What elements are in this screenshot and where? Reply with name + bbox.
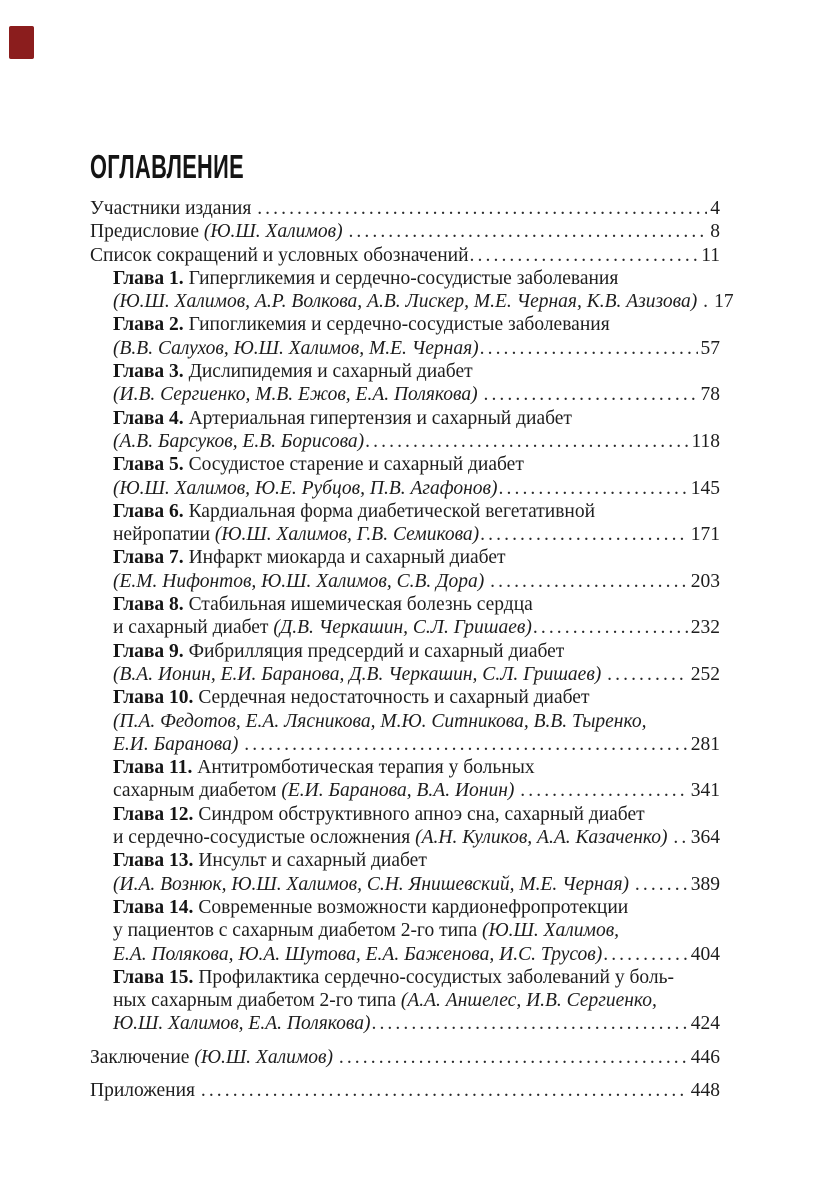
toc-text-run: Предисловие (90, 221, 204, 243)
toc-text-run: Глава 12. (113, 803, 199, 825)
toc-entry (90, 593, 720, 640)
page-number: 404 (690, 943, 720, 965)
dot-leader (480, 523, 688, 546)
toc-line (113, 290, 734, 313)
toc-text-run: Глава 5. (113, 454, 189, 476)
toc-line (113, 849, 720, 872)
toc-entry (90, 244, 720, 267)
toc-line (113, 896, 720, 919)
toc-text-run: (И.В. Сергиенко, М.В. Ежов, Е.А. Полякова) (113, 384, 483, 406)
toc-entry (90, 686, 720, 756)
toc-line (90, 244, 720, 267)
dot-leader (339, 1046, 688, 1069)
toc-list (90, 197, 734, 1102)
toc-text-run: Глава 2. (113, 314, 189, 336)
toc-line (113, 989, 720, 1012)
toc-text-run: Инфаркт миокарда и сахарный диабет (188, 547, 506, 569)
toc-text-run: Сердечная недостаточность и сахарный диабет (198, 687, 590, 709)
page-number: 4 (710, 198, 720, 219)
dot-leader (499, 477, 688, 500)
toc-text-run: Синдром обструктивного апноэ сна, сахарный диабет (198, 803, 645, 825)
dot-leader (607, 663, 688, 686)
toc-text-run: Глава 6. (113, 500, 189, 522)
page-number: 446 (690, 1046, 720, 1068)
page-number: 364 (690, 827, 720, 849)
dot-leader (470, 244, 699, 267)
toc-text-run: Глава 1. (113, 267, 189, 289)
page-title: ОГЛАВЛЕНИЕ (90, 148, 244, 185)
toc-entry (90, 267, 734, 314)
dot-leader (244, 733, 688, 756)
toc-text-run: Глава 11. (113, 757, 198, 779)
toc-text-run: (Е.М. Нифонтов, Ю.Ш. Халимов, С.В. Дора) (113, 570, 490, 592)
toc-line (113, 919, 720, 942)
toc-text-run: Глава 7. (113, 547, 189, 569)
toc-line (90, 220, 720, 243)
toc-line (113, 873, 720, 896)
page-number: 17 (714, 291, 734, 313)
dot-leader (603, 943, 688, 966)
toc-text-run: Глава 15. (113, 966, 199, 988)
toc-entry (90, 546, 720, 593)
toc-line (113, 616, 720, 639)
toc-text-run: Гипергликемия и сердечно-сосудистые заболевания (188, 267, 619, 289)
toc-text-run: (Ю.Ш. Халимов, Ю.Е. Рубцов, П.В. Агафонов) (113, 477, 498, 499)
toc-entry (90, 640, 720, 687)
toc-line (113, 430, 720, 453)
toc-line (113, 1012, 720, 1035)
toc-text-run: (И.А. Вознюк, Ю.Ш. Халимов, С.Н. Янишевский, М.Е. Черная) (113, 873, 634, 895)
toc-text-run (343, 220, 348, 243)
toc-text-run: (В.А. Ионин, Е.И. Баранова, Д.В. Черкашин, С.Л. Гришаев) (113, 663, 607, 685)
toc-line (113, 500, 720, 523)
page-number: 424 (690, 1013, 720, 1035)
toc-text-run: (А.Н. Куликов, А.А. Казаченко) (415, 827, 673, 849)
dot-leader (533, 616, 688, 639)
toc-text-run: Е.И. Баранова) (113, 733, 244, 755)
dot-leader (490, 570, 688, 593)
toc-text-run: Фибрилляция предсердий и сахарный диабет (188, 640, 565, 662)
page-number: 11 (701, 244, 720, 266)
page-number: 232 (690, 617, 720, 639)
toc-line (113, 383, 720, 406)
dot-leader (480, 337, 698, 360)
toc-entry (90, 966, 720, 1036)
toc-line (90, 1046, 720, 1069)
page-number: 8 (710, 221, 720, 243)
toc-line (113, 640, 720, 663)
toc-line (113, 313, 720, 336)
document-page (90, 148, 734, 1102)
toc-text-run: ных сахарным диабетом 2-го типа (113, 990, 401, 1012)
toc-line (90, 197, 720, 220)
toc-text-run: у пациентов с сахарным диабетом 2-го типа (113, 920, 482, 942)
toc-entry (90, 849, 720, 896)
toc-text-run: Профилактика сердечно-сосудистых заболеваний у боль- (198, 966, 675, 988)
toc-text-run: сахарным диабетом (113, 780, 282, 802)
toc-text-run: и сердечно-сосудистые осложнения (113, 827, 416, 849)
toc-text-run: Артериальная гипертензия и сахарный диабет (188, 407, 572, 429)
page-number: 145 (690, 477, 720, 499)
toc-text-run: и сахарный диабет (113, 617, 274, 639)
toc-text-run: Глава 8. (113, 594, 189, 616)
toc-text-run: (Ю.Ш. Халимов, А.Р. Волкова, А.В. Лискер, М.Е. Черная, К.В. Азизова) (113, 291, 703, 313)
toc-text-run: (Ю.Ш. Халимов, (482, 920, 620, 942)
toc-line (113, 710, 720, 733)
toc-entry (90, 500, 720, 547)
page-number: 118 (691, 430, 720, 452)
toc-text-run: Гипогликемия и сердечно-сосудистые заболевания (188, 314, 610, 336)
toc-text-run: Глава 4. (113, 407, 189, 429)
toc-line (113, 733, 720, 756)
toc-entry (90, 1079, 720, 1102)
dot-leader (635, 873, 688, 896)
toc-line (113, 267, 720, 290)
dot-leader (257, 197, 707, 220)
toc-text-run: нейропатии (113, 524, 215, 546)
toc-text-run: (П.А. Федотов, Е.А. Лясникова, М.Ю. Ситникова, В.В. Тыренко, (113, 710, 647, 732)
toc-text-run: (Ю.Ш. Халимов, Г.В. Семикова) (214, 524, 480, 546)
toc-entry (90, 1046, 720, 1069)
dot-leader (365, 430, 688, 453)
toc-line (113, 663, 720, 686)
toc-text-run: Е.А. Полякова, Ю.А. Шутова, Е.А. Баженова, И.С. Трусов) (113, 943, 603, 965)
dot-leader (371, 1012, 687, 1035)
toc-line (113, 803, 720, 826)
toc-text-run: Глава 14. (113, 896, 199, 918)
toc-text-run: (Ю.Ш. Халимов) (194, 1046, 333, 1068)
page-number: 203 (690, 570, 720, 592)
page-number: 341 (690, 780, 720, 802)
toc-text-run: Дислипидемия и сахарный диабет (188, 361, 473, 383)
dot-leader (348, 220, 707, 243)
toc-line (113, 546, 720, 569)
dot-leader (703, 290, 711, 313)
toc-text-run: Глава 3. (113, 361, 189, 383)
toc-line (113, 453, 720, 476)
toc-text-run: (Ю.Ш. Халимов) (203, 221, 343, 243)
page-number: 389 (690, 873, 720, 895)
toc-text-run: Антитромботическая терапия у больных (197, 757, 535, 779)
page-number: 252 (690, 663, 720, 685)
toc-text-run: (Е.И. Баранова, В.А. Ионин) (281, 780, 520, 802)
toc-text-run (333, 1046, 338, 1069)
toc-line (113, 570, 720, 593)
toc-line (113, 360, 720, 383)
toc-entry (90, 453, 720, 500)
toc-entry (90, 197, 720, 220)
page-number: 448 (690, 1079, 720, 1101)
dot-leader (201, 1079, 688, 1102)
toc-text-run: Глава 10. (113, 687, 199, 709)
toc-text-run: (Д.В. Черкашин, С.Л. Гришаев) (273, 617, 532, 639)
toc-entry (90, 803, 720, 850)
toc-text-run: (В.В. Салухов, Ю.Ш. Халимов, М.Е. Черная) (113, 337, 479, 359)
toc-text-run: Заключение (90, 1046, 195, 1068)
toc-line (113, 407, 720, 430)
toc-text-run: Сосудистое старение и сахарный диабет (188, 454, 524, 476)
toc-line (113, 523, 720, 546)
toc-line (113, 686, 720, 709)
toc-text-run: Список сокращений и условных обозначений (90, 244, 469, 266)
toc-entry (90, 313, 720, 360)
toc-line (113, 593, 720, 616)
toc-text-run: Участники издания (90, 198, 257, 219)
dot-leader (673, 826, 687, 849)
toc-line (113, 966, 720, 989)
toc-line (113, 826, 720, 849)
toc-entry (90, 756, 720, 803)
toc-line (113, 337, 720, 360)
page-number: 57 (700, 337, 720, 359)
dot-leader (520, 779, 687, 802)
toc-entry (90, 407, 720, 454)
toc-text-run: Кардиальная форма диабетической вегетативной (188, 500, 596, 522)
toc-text-run: Глава 13. (113, 850, 199, 872)
toc-entry (90, 896, 720, 966)
toc-line (113, 756, 720, 779)
toc-line (113, 779, 720, 802)
bookmark-marker (9, 26, 34, 59)
toc-line (90, 1079, 720, 1102)
dot-leader (483, 383, 697, 406)
toc-text-run: Инсульт и сахарный диабет (198, 850, 427, 872)
toc-line (113, 943, 720, 966)
page-number: 281 (690, 733, 720, 755)
toc-text-run: Стабильная ишемическая болезнь сердца (188, 594, 533, 616)
toc-entry (90, 220, 720, 243)
toc-text-run: Современные возможности кардионефропротекции (198, 896, 629, 918)
toc-text-run: Приложения (90, 1079, 200, 1101)
toc-line (113, 477, 720, 500)
toc-text-run: (А.А. Аншелес, И.В. Сергиенко, (400, 990, 657, 1012)
toc-text-run: Глава 9. (113, 640, 189, 662)
toc-entry (90, 360, 720, 407)
toc-text-run: Ю.Ш. Халимов, Е.А. Полякова) (113, 1013, 371, 1035)
page-number: 78 (700, 384, 720, 406)
toc-text-run: (А.В. Барсуков, Е.В. Борисова) (113, 430, 365, 452)
page-number: 171 (690, 524, 720, 546)
